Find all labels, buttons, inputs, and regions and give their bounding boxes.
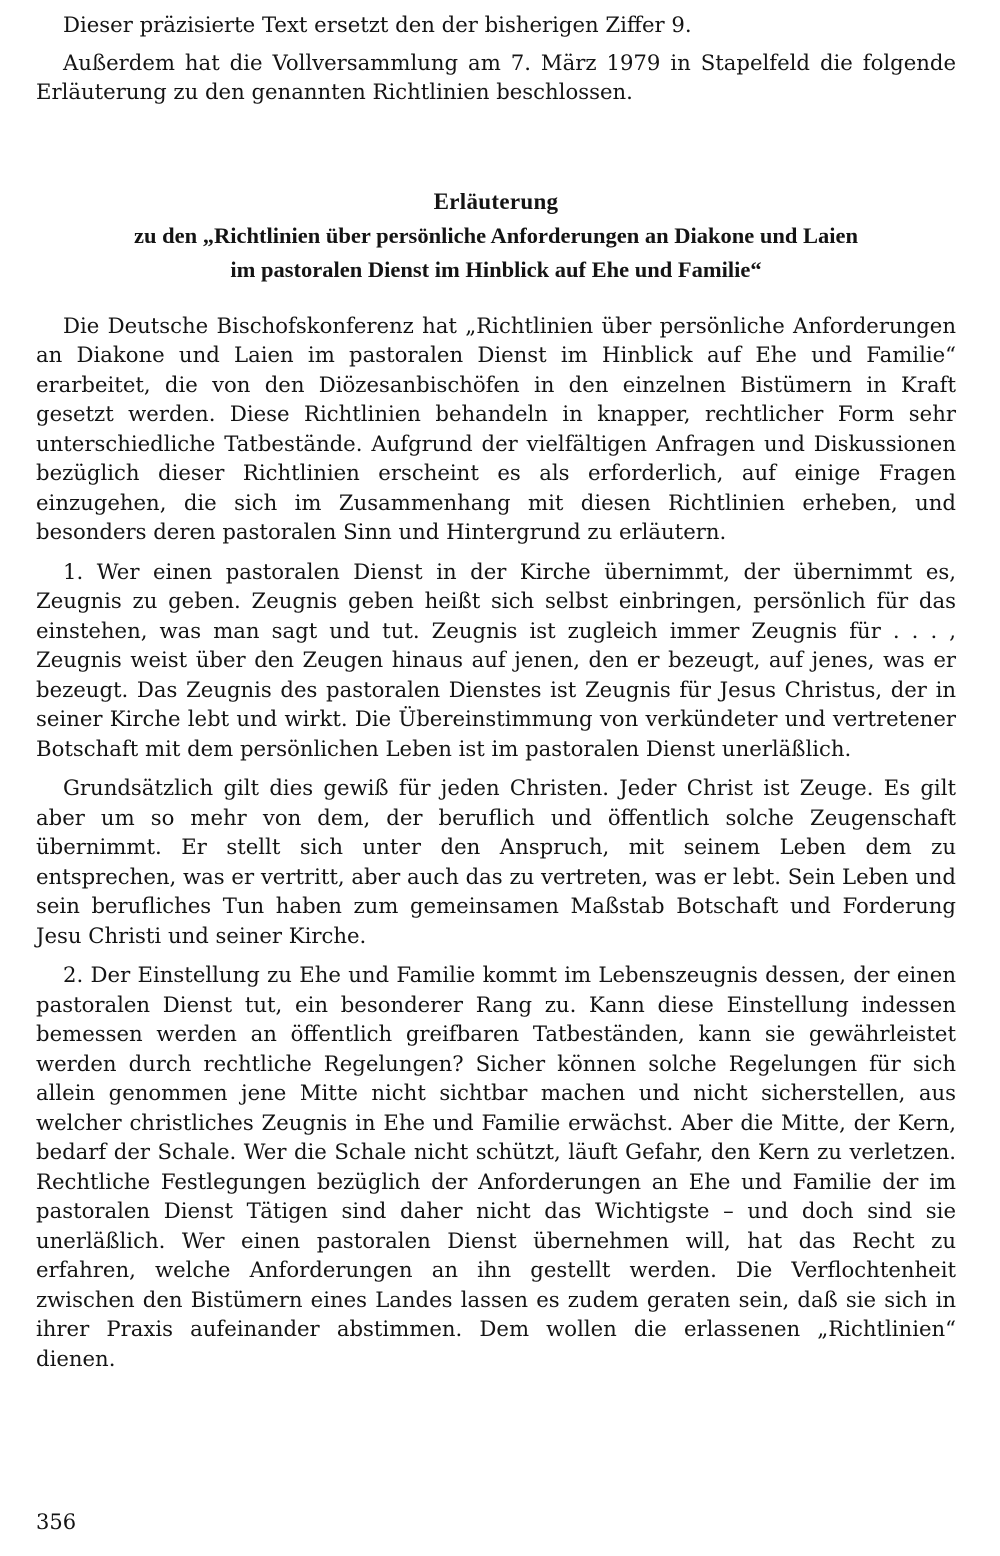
page-number: 356	[36, 1510, 77, 1534]
heading-subtitle-line-1: zu den „Richtlinien über persönliche Anforderungen an Diakone und Laien	[133, 222, 859, 248]
body-paragraph-intro: Die Deutsche Bischofskonferenz hat „Richtlinien über persönliche Anforderungen an Diakone und Laien im pastoralen Dienst im Hinblick auf Ehe und Familie“ erarbeitet, die von den Diözesanbischöfen in den einzelnen Bistümern in Kraft gesetzt werden. Diese Richtlinien behandeln in knapper, rechtlicher Form sehr unterschiedliche Tatbestände. Aufgrund der vielfältigen Anfragen und Diskussionen bezüglich dieser Richtlinien erscheint es als erforderlich, auf einige Fragen einzugehen, die sich im Zusammenhang mit diesen Richtlinien erheben, und besonders deren pastoralen Sinn und Hintergrund zu erläutern.	[36, 312, 956, 544]
heading-subtitle-line-2: im pastoralen Dienst im Hinblick auf Ehe und Familie“	[230, 256, 762, 282]
heading-title: Erläuterung	[433, 188, 559, 214]
body-paragraph-1: 1. Wer einen pastoralen Dienst in der Kirche übernimmt, der übernimmt es, Zeugnis zu geben. Zeugnis geben heißt sich selbst einbringen, persönlich für das einstehen, was man sagt und tut. Zeugnis ist zugleich immer Zeugnis für . . . , Zeugnis weist über den Zeugen hinaus auf jenen, den er bezeugt, auf jenes, was er bezeugt. Das Zeugnis des pastoralen Dienstes ist Zeugnis für Jesus Christus, der in seiner Kirche lebt und wirkt. Die Übereinstimmung von verkündeter und vertretener Botschaft mit dem persönlichen Leben ist im pastoralen Dienst unerläßlich.	[36, 558, 956, 761]
intro-paragraph-2: Außerdem hat die Vollversammlung am 7. März 1979 in Stapelfeld die folgende Erläuterung zu den genannten Richtlinien beschlossen.	[36, 49, 956, 104]
intro-paragraph-1: Dieser präzisierte Text ersetzt den der bisherigen Ziffer 9.	[63, 12, 692, 37]
body-paragraph-grundsaetzlich: Grundsätzlich gilt dies gewiß für jeden Christen. Jeder Christ ist Zeuge. Es gilt aber um so mehr von dem, der beruflich und öffentlich solche Zeugenschaft übernimmt. Er stellt sich unter den Anspruch, mit seinem Leben dem zu entsprechen, was er vertritt, aber auch das zu vertreten, was er lebt. Sein Leben und sein berufliches Tun haben zum gemeinsamen Maßstab Botschaft und Forderung Jesu Christi und seiner Kirche.	[36, 775, 956, 948]
body-paragraph-2: 2. Der Einstellung zu Ehe und Familie kommt im Lebenszeugnis dessen, der einen pastoralen Dienst tut, ein besonderer Rang zu. Kann diese Einstellung indessen bemessen werden an öffentlich greifbaren Tatbeständen, kann sie gewährleistet werden durch rechtliche Regelungen? Sicher können solche Regelungen für sich allein genommen jene Mitte nicht sichtbar machen und nicht sicherstellen, aus welcher christliches Zeugnis in Ehe und Familie erwächst. Aber die Mitte, der Kern, bedarf der Schale. Wer die Schale nicht schützt, läuft Gefahr, den Kern zu verletzen. Rechtliche Festlegungen bezüglich der Anforderungen an Ehe und Familie der im pastoralen Dienst Tätigen sind daher nicht das Wichtigste – und doch sind sie unerläßlich. Wer einen pastoralen Dienst übernehmen will, hat das Recht zu erfahren, welche Anforderungen an ihn gestellt werden. Die Verflochtenheit zwischen den Bistümern eines Landes lassen es zudem geraten sein, daß sie sich in ihrer Praxis aufeinander abstimmen. Dem wollen die erlassenen „Richtlinien“ dienen.	[36, 962, 956, 1371]
document-page	[36, 10, 956, 1373]
section-heading	[36, 185, 956, 287]
